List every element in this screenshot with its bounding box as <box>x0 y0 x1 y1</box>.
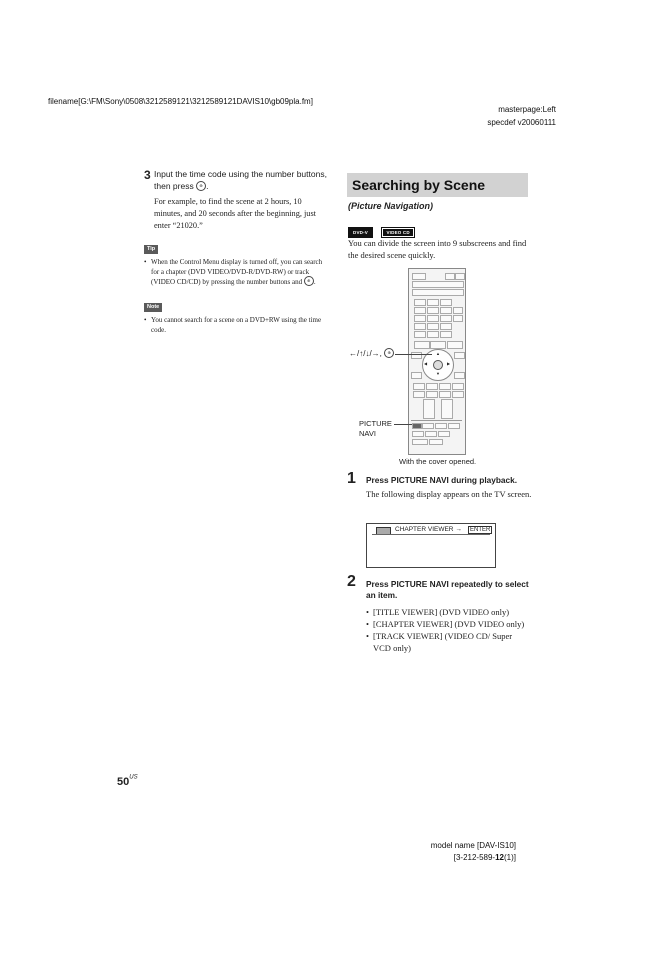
badge-video-cd: VIDEO CD <box>381 227 414 238</box>
remote-rocker <box>423 399 435 419</box>
remote-button <box>452 391 464 398</box>
remote-button <box>412 439 428 445</box>
note-item: • You cannot search for a scene on a DVD+RW using the time code. <box>144 315 330 335</box>
header-masterpage: masterpage:Left <box>498 105 556 114</box>
page-number: $50^{US}$ <box>117 774 138 788</box>
arrows-callout-line <box>395 354 432 355</box>
remote-button <box>440 315 452 322</box>
display-label: CHAPTER VIEWER → <box>395 526 462 533</box>
step-2-number: 2 <box>347 573 356 590</box>
step-3-number: 3 <box>144 168 151 182</box>
tip-list <box>144 257 330 287</box>
remote-button <box>440 307 452 314</box>
tip-item: • When the Control Menu display is turned off, you can search for a chapter (DVD VIDEO/DVD-R/DVD-RW) or track (VIDEO CD/CD) by pressing the number buttons and ⊕ . <box>144 257 330 287</box>
remote-button <box>439 391 451 398</box>
header-filename: filename[G:\FM\Sony\0508\3212589121\3212589121DAVIS10\gb09pla.fm] <box>48 97 313 106</box>
remote-button <box>454 372 465 379</box>
remote-button <box>454 352 465 359</box>
step-1-title: Press PICTURE NAVI during playback. <box>366 475 518 485</box>
step-1 <box>347 470 532 500</box>
remote-cover-line <box>411 420 462 421</box>
enter-button-icon: ⊕ <box>304 276 314 286</box>
step-3-instruction: Input the time code using the number buttons, then press ⊕ . <box>154 169 327 191</box>
section-subtitle: (Picture Navigation) <box>348 201 434 211</box>
picture-navi-callout: PICTURE NAVI <box>359 419 392 438</box>
tip-label: Tip <box>144 245 158 254</box>
arrows-callout: ←/↑/↓/→, ⊕ <box>349 349 394 359</box>
remote-button <box>440 323 452 330</box>
note-section <box>144 295 330 335</box>
remote-button-row <box>412 289 464 296</box>
step-2-title: Press PICTURE NAVI repeatedly to select an item. <box>366 579 529 600</box>
footer-code: [3-212-589-12(1)] <box>453 853 516 862</box>
step-3-example: For example, to find the scene at 2 hours, 10 minutes, and 20 seconds after the beginning, just enter “21020.” <box>154 197 316 230</box>
remote-button <box>426 391 438 398</box>
remote-button <box>414 315 426 322</box>
tip-section <box>144 237 330 287</box>
remote-button <box>425 431 437 437</box>
remote-button <box>439 383 451 390</box>
remote-button <box>453 315 463 322</box>
remote-button <box>435 423 447 429</box>
remote-button <box>427 331 439 338</box>
dpad-enter <box>433 360 443 370</box>
remote-button <box>414 299 426 306</box>
remote-button <box>427 299 439 306</box>
enter-button-icon: ⊕ <box>196 181 206 191</box>
remote-button <box>422 423 434 429</box>
dpad-right-arrow-icon: ▶ <box>447 361 451 366</box>
remote-button <box>413 391 425 398</box>
step-1-text: The following display appears on the TV screen. <box>366 489 532 499</box>
step-2-list <box>366 606 532 654</box>
remote-button <box>414 331 426 338</box>
list-item: • [TITLE VIEWER] (DVD VIDEO only) <box>366 606 532 618</box>
step-3 <box>144 168 330 232</box>
tv-display-illustration <box>366 523 496 568</box>
remote-button <box>413 383 425 390</box>
remote-button <box>414 323 426 330</box>
remote-button <box>440 331 452 338</box>
list-item: • [CHAPTER VIEWER] (DVD VIDEO only) <box>366 618 532 630</box>
remote-caption: With the cover opened. <box>399 457 477 466</box>
footer-model: model name [DAV-IS10] <box>430 841 516 850</box>
dpad-left-arrow-icon: ◀ <box>424 361 428 366</box>
remote-button <box>452 383 464 390</box>
remote-button <box>414 307 426 314</box>
remote-button <box>412 431 424 437</box>
note-list <box>144 315 330 335</box>
picture-navi-callout-line <box>394 424 412 425</box>
remote-button <box>430 341 446 349</box>
badge-dvd-v: DVD-V <box>348 227 373 238</box>
dpad-down-arrow-icon: ▼ <box>436 371 440 376</box>
remote-button <box>448 423 460 429</box>
remote-button-row <box>412 281 464 288</box>
remote-button <box>427 307 439 314</box>
remote-button <box>455 273 465 280</box>
remote-control-illustration <box>408 268 466 455</box>
dpad-up-arrow-icon: ▲ <box>436 351 440 356</box>
display-divider <box>372 534 490 535</box>
display-enter: ENTER <box>470 527 491 533</box>
picture-navi-button <box>412 423 422 429</box>
remote-button <box>427 315 439 322</box>
header-specdef: specdef v20060111 <box>487 118 556 127</box>
remote-button <box>447 341 463 349</box>
remote-button <box>427 323 439 330</box>
remote-button <box>411 372 422 379</box>
remote-button <box>453 307 463 314</box>
remote-button <box>414 341 430 349</box>
step-2 <box>347 573 532 654</box>
step-1-number: 1 <box>347 470 356 487</box>
remote-button <box>440 299 452 306</box>
note-label: Note <box>144 303 162 312</box>
section-title: Searching by Scene <box>347 173 528 197</box>
remote-button <box>438 431 450 437</box>
enter-button-icon: ⊕ <box>384 348 394 358</box>
remote-button <box>412 273 426 280</box>
remote-button <box>426 383 438 390</box>
remote-rocker <box>441 399 453 419</box>
intro-text: You can divide the screen into 9 subscreens and find the desired scene quickly. <box>348 238 527 260</box>
remote-button <box>429 439 443 445</box>
list-item: • [TRACK VIEWER] (VIDEO CD/ Super VCD only) <box>366 630 532 654</box>
remote-button <box>445 273 455 280</box>
